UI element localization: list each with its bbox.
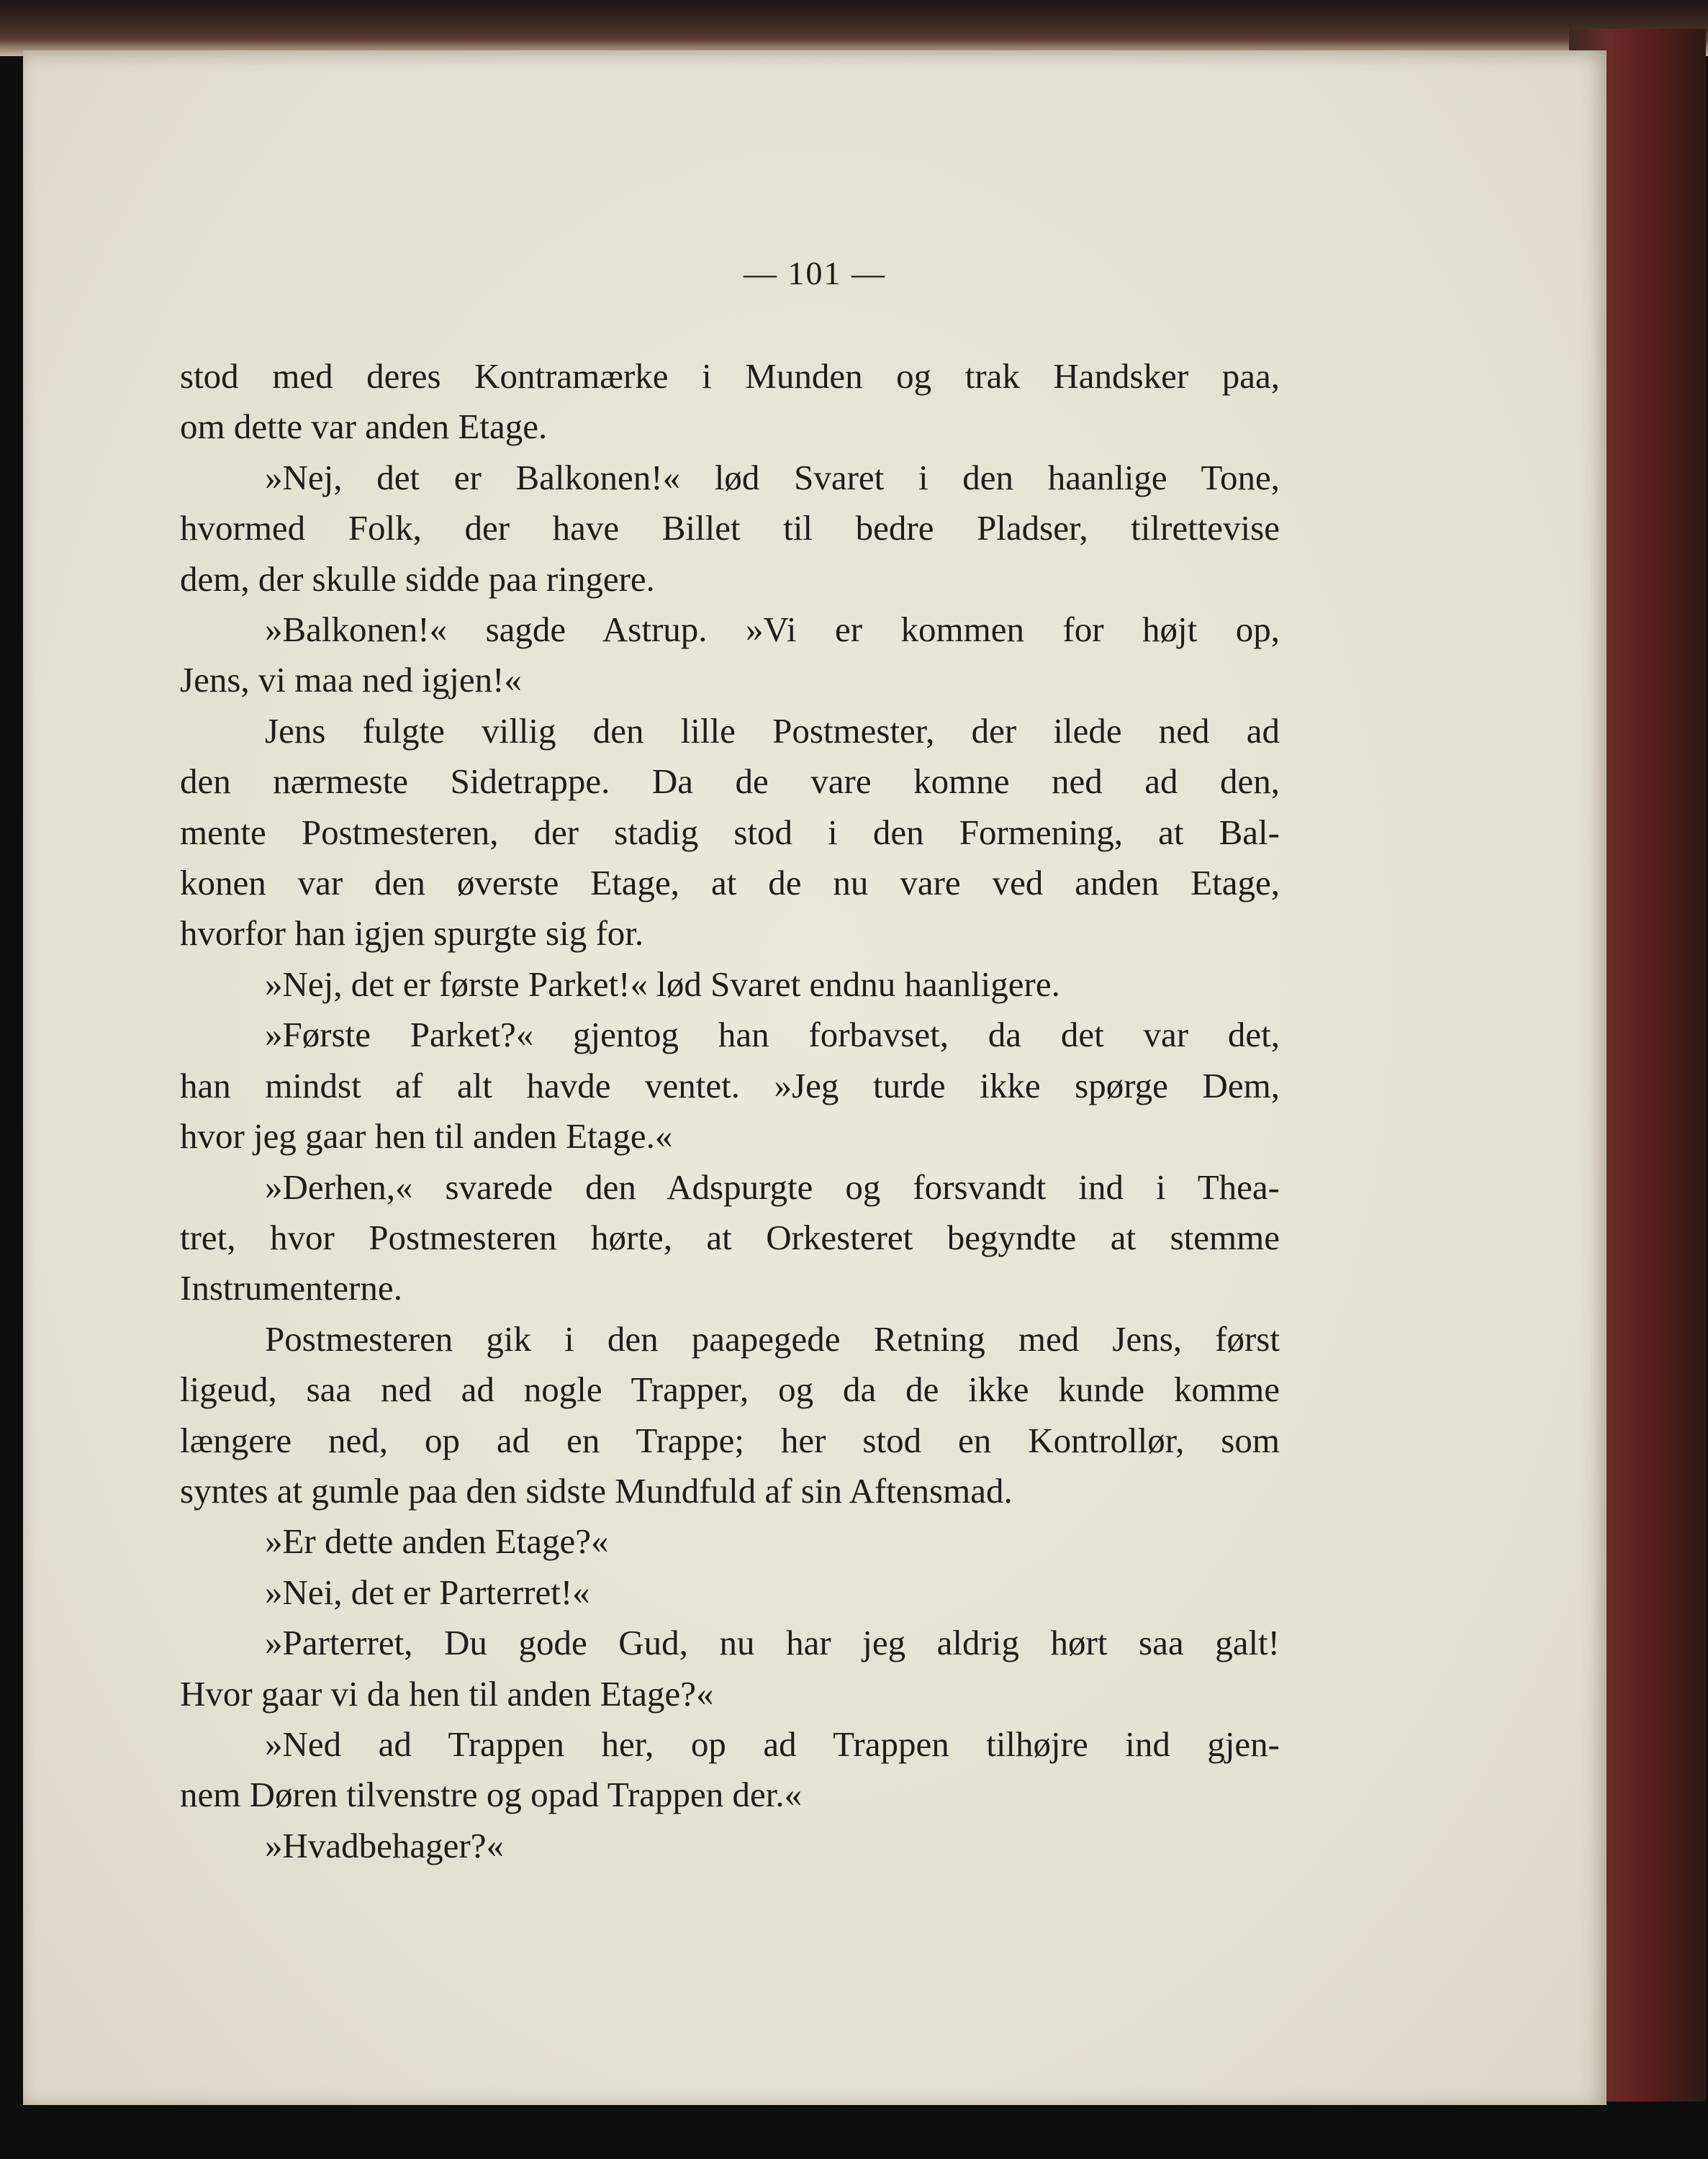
text-line: stod med deres Kontramærke i Munden og trak Handsker paa,	[180, 356, 1280, 396]
text-line: hvormed Folk, der have Billet til bedre Pladser, tilrettevise	[180, 508, 1280, 548]
text-line: Jens fulgte villig den lille Postmester, der ilede ned ad	[265, 710, 1280, 751]
text-line: mente Postmesteren, der stadig stod i den Formening, at Bal-	[180, 812, 1280, 852]
paragraph	[180, 1618, 1280, 1719]
text-line: hvorfor han igjen spurgte sig for.	[180, 913, 644, 954]
text-line: Postmesteren gik i den paapegede Retning med Jens, først	[265, 1318, 1280, 1359]
text-line: »Nej, det er Balkonen!« lød Svaret i den haanlige Tone,	[265, 457, 1280, 497]
page-number: — 101 —	[744, 255, 886, 291]
paragraph	[180, 959, 1280, 1010]
paragraph	[180, 1567, 1280, 1618]
text-line: længere ned, op ad en Trappe; her stod en Kontrollør, som	[180, 1420, 1280, 1460]
text-line: konen var den øverste Etage, at de nu vare ved anden Etage,	[180, 863, 1280, 903]
paragraph	[180, 605, 1280, 706]
book-page	[23, 50, 1607, 2105]
text-line: tret, hvor Postmesteren hørte, at Orkesteret begyndte at stemme	[180, 1217, 1280, 1257]
book-binding-top-edge	[0, 0, 1708, 56]
text-line: ligeud, saa ned ad nogle Trapper, og da de ikke kunde komme	[180, 1370, 1280, 1410]
text-line: »Derhen,« svarede den Adspurgte og forsvandt ind i Thea-	[265, 1167, 1280, 1207]
paragraph	[180, 1010, 1280, 1162]
paragraph	[180, 1719, 1280, 1821]
text-line: om dette var anden Etage.	[180, 407, 548, 447]
text-line: »Første Parket?« gjentog han forbavset, da det var det,	[265, 1015, 1280, 1055]
text-line: »Balkonen!« sagde Astrup. »Vi er kommen for højt op,	[265, 610, 1280, 650]
paragraph	[180, 1162, 1280, 1314]
paragraph	[180, 1516, 1280, 1567]
paragraph	[180, 1314, 1280, 1517]
paragraph	[180, 351, 1280, 453]
text-line: Jens, vi maa ned igjen!«	[180, 660, 522, 700]
text-line: »Ned ad Trappen her, op ad Trappen tilhøjre ind gjen-	[265, 1724, 1280, 1764]
text-line: »Hvadbehager?«	[265, 1825, 504, 1865]
text-line: Instrumenterne.	[180, 1268, 402, 1308]
text-line: »Er dette anden Etage?«	[265, 1521, 609, 1562]
text-line: den nærmeste Sidetrappe. Da de vare komne ned ad den,	[180, 761, 1280, 802]
text-line: han mindst af alt havde ventet. »Jeg turde ikke spørge Dem,	[180, 1065, 1280, 1105]
text-line: »Parterret, Du gode Gud, nu har jeg aldrig hørt saa galt!	[265, 1623, 1280, 1663]
text-line: syntes at gumle paa den sidste Mundfuld af sin Aftensmad.	[180, 1470, 1013, 1511]
text-line: Hvor gaar vi da hen til anden Etage?«	[180, 1673, 714, 1714]
text-line: »Nej, det er første Parket!« lød Svaret endnu haanligere.	[265, 964, 1060, 1004]
paragraph	[180, 1821, 1280, 1871]
text-line: »Nei, det er Parterret!«	[265, 1572, 590, 1612]
text-line: hvor jeg gaar hen til anden Etage.«	[180, 1116, 673, 1157]
body-text	[180, 351, 1280, 1871]
paragraph	[180, 453, 1280, 605]
text-line: nem Døren tilvenstre og opad Trappen der.«	[180, 1775, 803, 1815]
text-line: dem, der skulle sidde paa ringere.	[180, 558, 655, 599]
paragraph	[180, 706, 1280, 959]
